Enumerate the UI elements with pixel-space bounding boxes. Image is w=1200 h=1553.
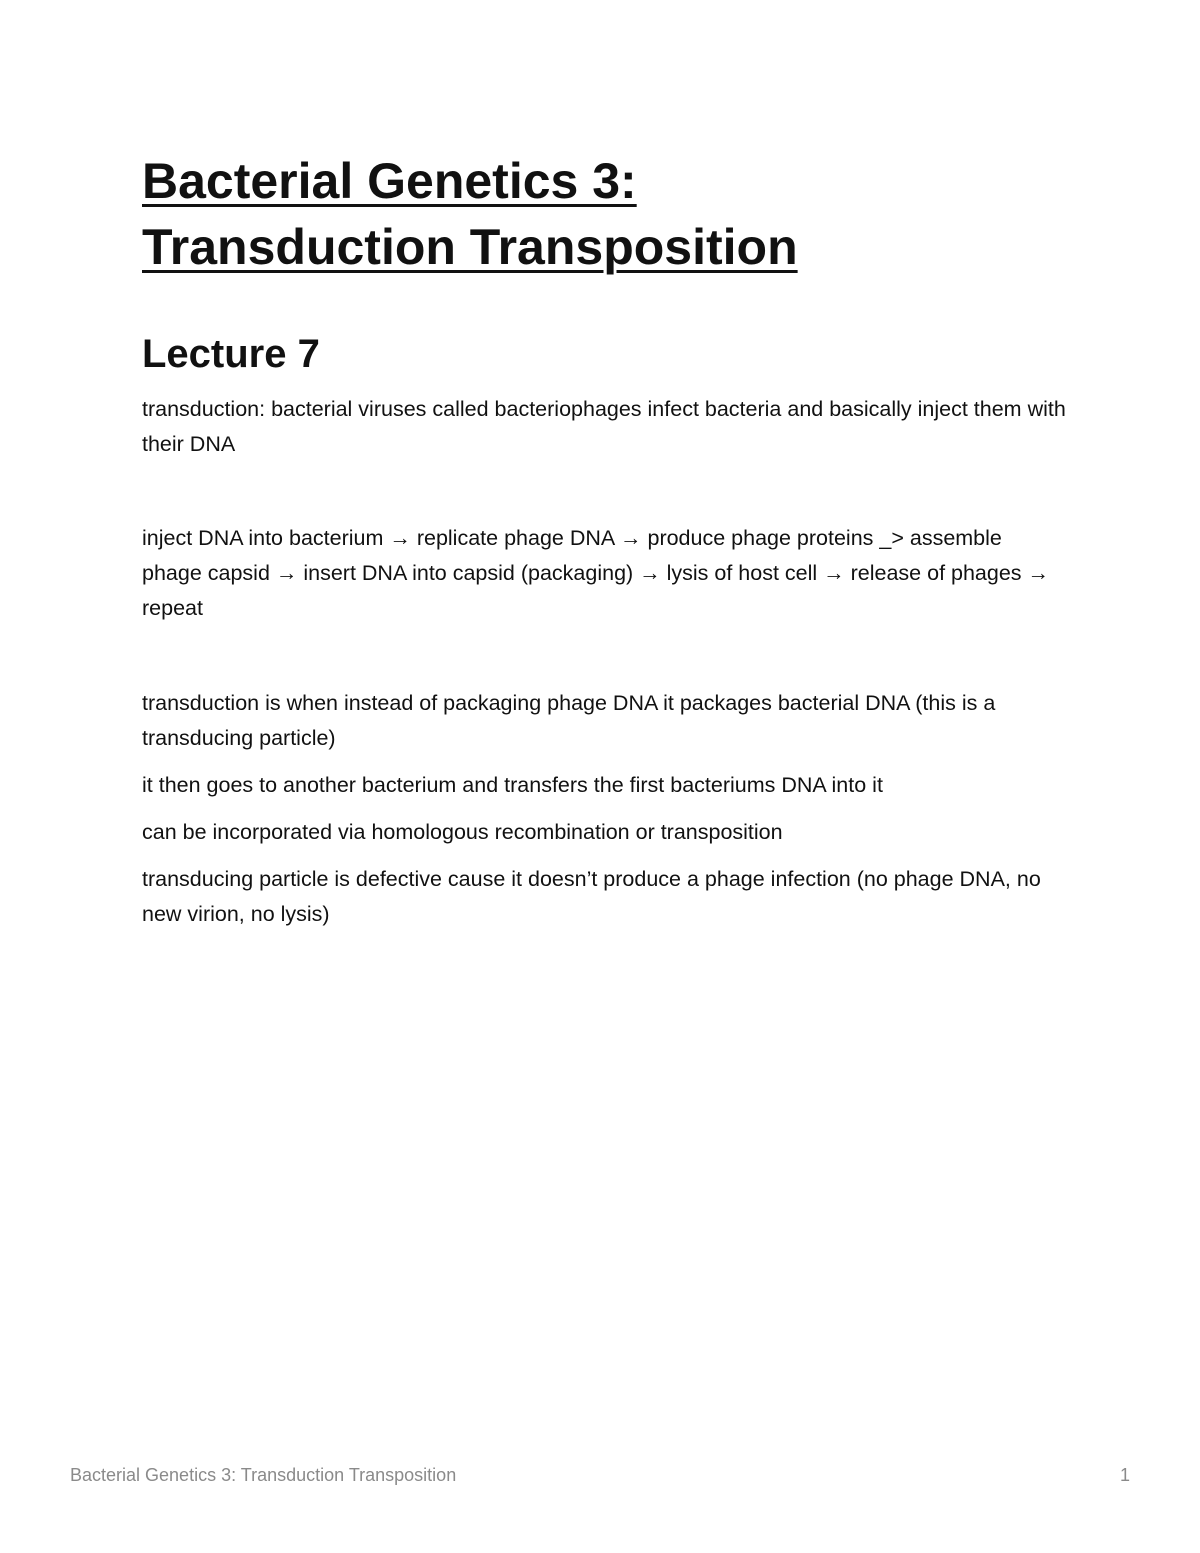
paragraph-transfer: it then goes to another bacterium and transfers the first bacteriums DNA into it	[142, 773, 883, 797]
page-title	[142, 148, 1122, 280]
paragraph-phage-cycle: inject DNA into bacterium → replicate phage DNA → produce phage proteins _> assemble phage capsid → insert DNA into capsid (packaging) → lysis of host cell → release of phages → repeat	[142, 526, 1050, 620]
paragraph-transducing-particle: transduction is when instead of packaging phage DNA it packages bacterial DNA (this is a transducing particle)	[142, 691, 996, 750]
page-title-line-2: Transduction Transposition	[142, 219, 798, 275]
page-number: 1	[1119, 1465, 1130, 1485]
page-title-line-1: Bacterial Genetics 3:	[142, 153, 637, 209]
paragraph-transduction-definition: transduction: bacterial viruses called bacteriophages infect bacteria and basically inject them with their DNA	[142, 397, 1066, 456]
paragraph-incorporation: can be incorporated via homologous recombination or transposition	[142, 820, 783, 844]
document-body	[142, 392, 1067, 932]
paragraph-defective: transducing particle is defective cause it doesn’t produce a phage infection (no phage DNA, no new virion, no lysis)	[142, 867, 1041, 926]
lecture-heading: Lecture 7	[142, 332, 320, 376]
footer-title: Bacterial Genetics 3: Transduction Transposition	[70, 1465, 457, 1485]
page-footer	[70, 1465, 1130, 1486]
